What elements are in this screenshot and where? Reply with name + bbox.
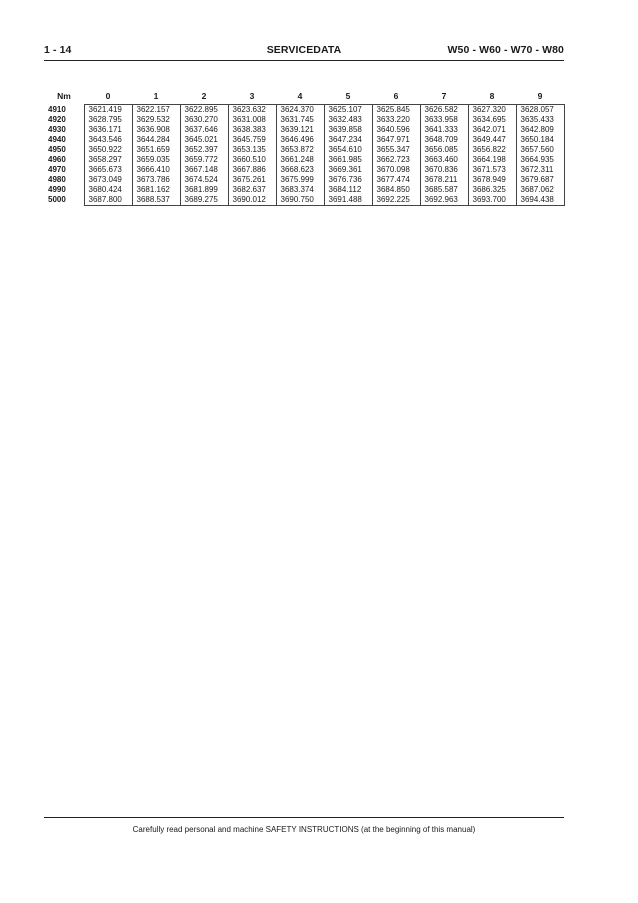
table-cell: 3657.560 bbox=[516, 145, 564, 155]
table-cell: 3622.895 bbox=[180, 105, 228, 116]
table-cell: 3676.736 bbox=[324, 175, 372, 185]
column-header: 5 bbox=[345, 90, 351, 101]
table-cell: 3659.772 bbox=[180, 155, 228, 165]
table-cell: 3690.750 bbox=[276, 195, 324, 206]
table-cell: 3653.135 bbox=[228, 145, 276, 155]
table-cell: 3685.587 bbox=[420, 185, 468, 195]
table-cell: 3691.488 bbox=[324, 195, 372, 206]
table-cell: 3632.483 bbox=[324, 115, 372, 125]
table-cell: 3656.822 bbox=[468, 145, 516, 155]
table-cell: 3675.999 bbox=[276, 175, 324, 185]
table-cell: 3668.623 bbox=[276, 165, 324, 175]
table-cell: 3625.107 bbox=[324, 105, 372, 116]
column-header: 3 bbox=[249, 90, 255, 101]
table-cell: 3650.184 bbox=[516, 135, 564, 145]
table-cell: 3671.573 bbox=[468, 165, 516, 175]
table-cell: 3635.433 bbox=[516, 115, 564, 125]
table-cell: 3667.148 bbox=[180, 165, 228, 175]
table-cell: 3641.333 bbox=[420, 125, 468, 135]
table-cell: 3673.049 bbox=[84, 175, 132, 185]
table-cell: 3642.809 bbox=[516, 125, 564, 135]
table-cell: 3692.225 bbox=[372, 195, 420, 206]
table-cell: 3646.496 bbox=[276, 135, 324, 145]
table-cell: 3679.687 bbox=[516, 175, 564, 185]
table-cell: 3664.198 bbox=[468, 155, 516, 165]
table-cell: 3622.157 bbox=[132, 105, 180, 116]
table-cell: 3674.524 bbox=[180, 175, 228, 185]
row-key: 5000 bbox=[48, 195, 66, 204]
table-cell: 3624.370 bbox=[276, 105, 324, 116]
table-row bbox=[44, 185, 564, 195]
table-cell: 3647.234 bbox=[324, 135, 372, 145]
table-cell: 3675.261 bbox=[228, 175, 276, 185]
table-cell: 3680.424 bbox=[84, 185, 132, 195]
table-row bbox=[44, 195, 564, 206]
table-cell: 3667.886 bbox=[228, 165, 276, 175]
table-cell: 3639.121 bbox=[276, 125, 324, 135]
table-cell: 3627.320 bbox=[468, 105, 516, 116]
column-header: 8 bbox=[489, 90, 495, 101]
table-cell: 3693.700 bbox=[468, 195, 516, 206]
table-cell: 3636.908 bbox=[132, 125, 180, 135]
table-cell: 3682.637 bbox=[228, 185, 276, 195]
row-key: 4980 bbox=[48, 175, 66, 184]
table-cell: 3689.275 bbox=[180, 195, 228, 206]
table-cell: 3628.057 bbox=[516, 105, 564, 116]
column-header: 0 bbox=[105, 90, 111, 101]
table-cell: 3665.673 bbox=[84, 165, 132, 175]
table-cell: 3681.899 bbox=[180, 185, 228, 195]
table-cell: 3686.325 bbox=[468, 185, 516, 195]
table-cell: 3623.632 bbox=[228, 105, 276, 116]
table-cell: 3638.383 bbox=[228, 125, 276, 135]
table-cell: 3681.162 bbox=[132, 185, 180, 195]
table-cell: 3637.646 bbox=[180, 125, 228, 135]
table-row bbox=[44, 145, 564, 155]
table-row bbox=[44, 165, 564, 175]
conversion-table bbox=[44, 90, 565, 206]
column-header: 6 bbox=[393, 90, 399, 101]
row-key: 4990 bbox=[48, 185, 66, 194]
table-body bbox=[44, 101, 564, 206]
table-cell: 3652.397 bbox=[180, 145, 228, 155]
table-cell: 3631.745 bbox=[276, 115, 324, 125]
table-cell: 3655.347 bbox=[372, 145, 420, 155]
conversion-table-container bbox=[44, 90, 564, 206]
table-cell: 3688.537 bbox=[132, 195, 180, 206]
table-cell: 3640.596 bbox=[372, 125, 420, 135]
table-row bbox=[44, 105, 564, 116]
table-cell: 3677.474 bbox=[372, 175, 420, 185]
table-cell: 3656.085 bbox=[420, 145, 468, 155]
column-header: 2 bbox=[201, 90, 207, 101]
table-cell: 3650.922 bbox=[84, 145, 132, 155]
table-cell: 3633.958 bbox=[420, 115, 468, 125]
table-cell: 3648.709 bbox=[420, 135, 468, 145]
safety-notice: Carefully read personal and machine SAFETY INSTRUCTIONS (at the beginning of this manual) bbox=[132, 825, 476, 834]
table-row bbox=[44, 135, 564, 145]
table-cell: 3684.112 bbox=[324, 185, 372, 195]
table-row bbox=[44, 125, 564, 135]
table-cell: 3631.008 bbox=[228, 115, 276, 125]
column-header: 1 bbox=[153, 90, 159, 101]
table-cell: 3634.695 bbox=[468, 115, 516, 125]
table-cell: 3664.935 bbox=[516, 155, 564, 165]
table-cell: 3630.270 bbox=[180, 115, 228, 125]
table-cell: 3651.659 bbox=[132, 145, 180, 155]
table-cell: 3626.582 bbox=[420, 105, 468, 116]
table-cell: 3659.035 bbox=[132, 155, 180, 165]
table-cell: 3653.872 bbox=[276, 145, 324, 155]
table-cell: 3628.795 bbox=[84, 115, 132, 125]
row-key: 4950 bbox=[48, 145, 66, 154]
table-cell: 3690.012 bbox=[228, 195, 276, 206]
table-cell: 3663.460 bbox=[420, 155, 468, 165]
table-row bbox=[44, 175, 564, 185]
table-cell: 3694.438 bbox=[516, 195, 564, 206]
row-key: 4960 bbox=[48, 155, 66, 164]
table-cell: 3684.850 bbox=[372, 185, 420, 195]
table-cell: 3661.248 bbox=[276, 155, 324, 165]
table-cell: 3625.845 bbox=[372, 105, 420, 116]
table-header-row bbox=[44, 90, 564, 101]
table-cell: 3673.786 bbox=[132, 175, 180, 185]
table-cell: 3661.985 bbox=[324, 155, 372, 165]
table-cell: 3672.311 bbox=[516, 165, 564, 175]
table-cell: 3678.211 bbox=[420, 175, 468, 185]
row-key: 4940 bbox=[48, 135, 66, 144]
column-header: 4 bbox=[297, 90, 303, 101]
table-cell: 3642.071 bbox=[468, 125, 516, 135]
table-cell: 3692.963 bbox=[420, 195, 468, 206]
model-list: W50 - W60 - W70 - W80 bbox=[447, 44, 564, 56]
page-header bbox=[44, 42, 564, 61]
table-cell: 3666.410 bbox=[132, 165, 180, 175]
table-cell: 3654.610 bbox=[324, 145, 372, 155]
page-number: 1 - 14 bbox=[44, 44, 72, 56]
table-cell: 3645.021 bbox=[180, 135, 228, 145]
row-key: 4920 bbox=[48, 115, 66, 124]
table-cell: 3647.971 bbox=[372, 135, 420, 145]
table-cell: 3687.062 bbox=[516, 185, 564, 195]
column-header-nm: Nm bbox=[57, 90, 71, 101]
row-key: 4970 bbox=[48, 165, 66, 174]
row-key: 4930 bbox=[48, 125, 66, 134]
table-cell: 3669.361 bbox=[324, 165, 372, 175]
table-cell: 3645.759 bbox=[228, 135, 276, 145]
table-cell: 3636.171 bbox=[84, 125, 132, 135]
section-title: SERVICEDATA bbox=[266, 44, 342, 56]
table-cell: 3621.419 bbox=[84, 105, 132, 116]
table-cell: 3644.284 bbox=[132, 135, 180, 145]
table-cell: 3643.546 bbox=[84, 135, 132, 145]
column-header: 9 bbox=[537, 90, 543, 101]
table-cell: 3633.220 bbox=[372, 115, 420, 125]
table-cell: 3629.532 bbox=[132, 115, 180, 125]
table-cell: 3687.800 bbox=[84, 195, 132, 206]
table-cell: 3649.447 bbox=[468, 135, 516, 145]
table-cell: 3660.510 bbox=[228, 155, 276, 165]
table-row bbox=[44, 155, 564, 165]
table-cell: 3670.836 bbox=[420, 165, 468, 175]
table-cell: 3658.297 bbox=[84, 155, 132, 165]
table-row bbox=[44, 115, 564, 125]
column-header: 7 bbox=[441, 90, 447, 101]
page-footer bbox=[44, 817, 564, 834]
table-cell: 3639.858 bbox=[324, 125, 372, 135]
row-key: 4910 bbox=[48, 104, 66, 114]
table-cell: 3678.949 bbox=[468, 175, 516, 185]
table-cell: 3662.723 bbox=[372, 155, 420, 165]
table-cell: 3683.374 bbox=[276, 185, 324, 195]
table-cell: 3670.098 bbox=[372, 165, 420, 175]
